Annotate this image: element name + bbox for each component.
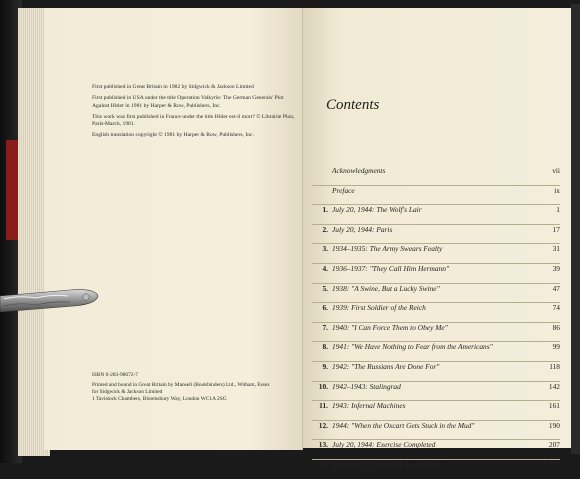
toc-chapter-number: 10.	[318, 381, 328, 391]
toc-chapter-number: 1.	[322, 205, 328, 215]
toc-chapter-title: 1936–1937: "They Call Him Hermann"	[332, 263, 450, 273]
toc-page-number: 190	[548, 420, 560, 430]
toc-chapter-title: 1938: "A Swine, But a Lucky Swine"	[332, 283, 440, 293]
toc-page-number: 74	[552, 303, 560, 313]
toc-entry	[312, 323, 560, 343]
imprint-line: 1 Tavistock Chambers, Bloomsbury Way, London WC1A 2SG	[92, 396, 227, 402]
toc-entry	[312, 205, 560, 225]
toc-page-number: 217	[548, 459, 560, 469]
toc-chapter-title: 1942: "The Russians Are Done For"	[332, 361, 440, 371]
toc-chapter-title: 1942–1943: Stalingrad	[332, 381, 401, 391]
toc-entry	[312, 284, 560, 304]
toc-chapter-title: 1939: First Soldier of the Reich	[332, 303, 426, 313]
toc-entry	[312, 382, 560, 402]
toc-page-number: 31	[552, 244, 560, 254]
toc-chapter-number: 2.	[322, 224, 328, 234]
toc-page-number: 118	[549, 361, 560, 371]
toc-page-number: 99	[552, 342, 560, 352]
toc-page-number: vii	[552, 166, 560, 175]
toc-chapter-number: 7.	[322, 322, 328, 332]
imprint-line: for Sidgwick & Jackson Limited	[92, 389, 163, 395]
copyright-line: This work was first published in France under the title Hitler est-il mort? © Librairie Plon, Paris-March, 1981.	[92, 113, 295, 128]
copyright-line: First published in Great Britain in 1982 by Sidgwick & Jackson Limited	[92, 84, 254, 90]
isbn: ISBN 0-283-98672-7	[92, 372, 138, 378]
toc-chapter-title: 1941: "We Have Nothing to Fear from the Americans"	[332, 342, 493, 352]
imprint-line: Printed and bound in Great Britain by Mansell (Bookbinders) Ltd., Witham, Essex	[92, 382, 270, 388]
toc-chapter-title: 1940: "I Can Force Them to Obey Me"	[332, 322, 448, 332]
copyright-line: English translation copyright © 1981 by Harper & Row, Publishers, Inc.	[92, 132, 254, 139]
toc-page-number: 39	[552, 263, 560, 273]
toc-page-number: 86	[552, 322, 560, 332]
toc-chapter-title: July 20, 1944: Paris	[332, 224, 393, 234]
toc-chapter-title: Preface	[332, 185, 355, 195]
toc-entry	[312, 342, 560, 362]
toc-chapter-number: 6.	[322, 303, 328, 313]
toc-page-number: 1	[556, 205, 560, 215]
toc-chapter-number: 14.	[318, 459, 328, 469]
toc-chapter-title: 1944: "When the Oxcart Gets Stuck in the Mud"	[332, 420, 475, 430]
metal-bookmark-clip	[0, 286, 100, 320]
toc-chapter-number: 11.	[319, 401, 328, 411]
toc-chapter-number: 9.	[322, 361, 328, 371]
toc-entry	[312, 401, 560, 421]
toc-chapter-title: 1934–1935: The Army Swears Fealty	[332, 244, 443, 254]
toc-entry	[312, 264, 560, 284]
table-of-contents	[312, 166, 560, 479]
toc-entry	[312, 421, 560, 441]
toc-page-number: ix	[554, 185, 560, 195]
toc-chapter-number: 8.	[322, 342, 328, 352]
toc-chapter-number: 5.	[322, 283, 328, 293]
toc-chapter-title: Acknowledgments	[332, 166, 386, 175]
toc-chapter-title: 1943: Infernal Machines	[332, 401, 406, 411]
toc-page-number: 17	[552, 224, 560, 234]
toc-chapter-title: July 20, 1944: The Wolf's Lair	[332, 205, 422, 215]
toc-page-number: 142	[548, 381, 560, 391]
toc-page-number: 161	[548, 401, 560, 411]
toc-entry	[312, 362, 560, 382]
toc-chapter-number: 4.	[322, 263, 328, 273]
toc-entry	[312, 186, 560, 206]
copyright-notice	[92, 84, 297, 144]
toc-chapter-title: July 20, 1944: Exercise Completed	[332, 440, 436, 450]
toc-page-number: 47	[552, 283, 560, 293]
toc-chapter-number: 13.	[318, 440, 328, 450]
toc-chapter-number: 3.	[322, 244, 328, 254]
book-right-edge	[571, 4, 580, 454]
toc-chapter-number: 12.	[318, 420, 328, 430]
toc-entry	[312, 225, 560, 245]
toc-entry	[312, 166, 560, 186]
copyright-line: First published in USA under the title Operation Valkyrie: The German Generals' Plot Against Hitler in 1981 by Harper & Row, Publishers, Inc.	[92, 95, 284, 109]
toc-entry	[312, 303, 560, 323]
toc-entry	[312, 244, 560, 264]
toc-page-number: 207	[548, 440, 560, 450]
printer-imprint	[92, 372, 297, 403]
toc-chapter-title: After July 20, 1944: The Last Knights	[332, 459, 444, 469]
contents-heading: Contents	[326, 97, 380, 113]
toc-entry	[312, 440, 560, 460]
